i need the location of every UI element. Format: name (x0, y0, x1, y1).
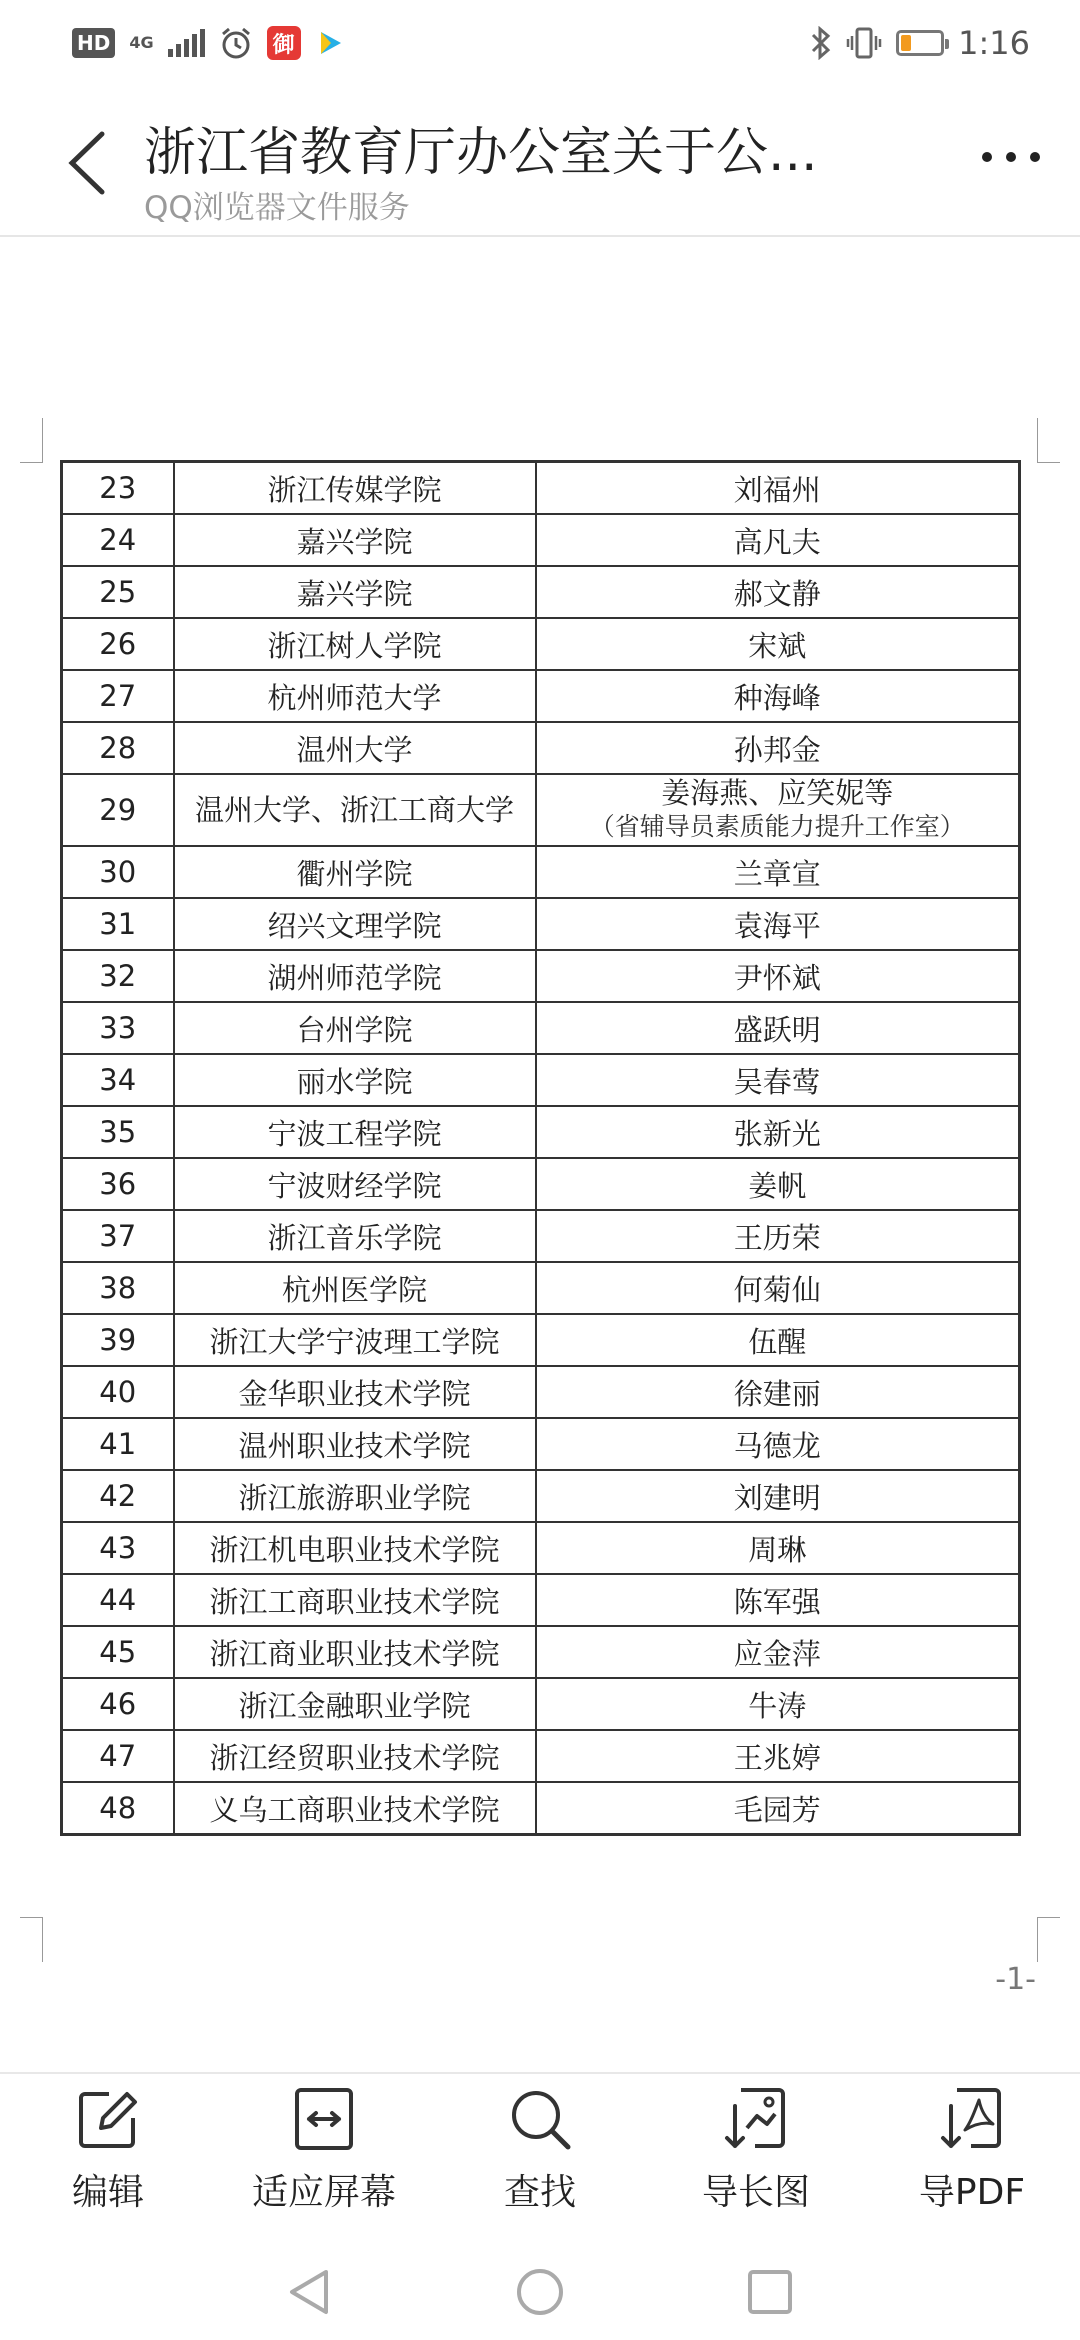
table-row (62, 1314, 1020, 1366)
status-bar (0, 0, 1080, 90)
table-row (62, 1262, 1020, 1314)
person-cell: 牛涛 (536, 1678, 1020, 1730)
person-cell: 高凡夫 (536, 514, 1020, 566)
row-number-cell: 25 (62, 566, 174, 618)
school-cell: 金华职业技术学院 (174, 1366, 536, 1418)
page-corner-mark (20, 418, 43, 463)
person-note: （省辅导员素质能力提升工作室） (589, 812, 965, 841)
person-cell: 何菊仙 (536, 1262, 1020, 1314)
back-arrow-icon[interactable] (62, 128, 122, 198)
row-number-cell: 23 (62, 462, 174, 515)
table-row (62, 1158, 1020, 1210)
person-cell: 马德龙 (536, 1418, 1020, 1470)
row-number-cell: 32 (62, 950, 174, 1002)
status-right (810, 24, 1030, 62)
row-number-cell: 37 (62, 1210, 174, 1262)
table-row (62, 514, 1020, 566)
roster-body (62, 462, 1020, 1835)
school-cell: 浙江旅游职业学院 (174, 1470, 536, 1522)
nav-back-icon[interactable] (284, 2266, 336, 2318)
person-cell: 刘建明 (536, 1470, 1020, 1522)
export-pdf-icon (937, 2084, 1007, 2154)
table-row (62, 1470, 1020, 1522)
page-title: 浙江省教育厅办公室关于公... (144, 123, 818, 183)
person-cell: 袁海平 (536, 898, 1020, 950)
hd-indicator: HD (72, 28, 115, 58)
person-name: 姜海燕、应笑妮等 (661, 776, 894, 810)
school-cell: 绍兴文理学院 (174, 898, 536, 950)
app-header (0, 90, 1080, 237)
school-cell: 温州职业技术学院 (174, 1418, 536, 1470)
person-cell: 王兆婷 (536, 1730, 1020, 1782)
table-row (62, 1418, 1020, 1470)
school-cell: 嘉兴学院 (174, 566, 536, 618)
school-cell: 台州学院 (174, 1002, 536, 1054)
row-number-cell: 44 (62, 1574, 174, 1626)
video-app-icon (315, 28, 345, 58)
alarm-icon (219, 26, 253, 60)
table-row (62, 566, 1020, 618)
table-row (62, 462, 1020, 515)
school-cell: 温州大学、浙江工商大学 (174, 774, 536, 846)
fit-screen-label: 适应屏幕 (251, 2172, 396, 2213)
row-number-cell: 41 (62, 1418, 174, 1470)
table-row (62, 950, 1020, 1002)
person-cell: 王历荣 (536, 1210, 1020, 1262)
row-number-cell: 46 (62, 1678, 174, 1730)
person-cell: 宋斌 (536, 618, 1020, 670)
row-number-cell: 47 (62, 1730, 174, 1782)
person-cell: 郝文静 (536, 566, 1020, 618)
table-row (62, 846, 1020, 898)
person-cell (536, 774, 1020, 846)
person-cell: 张新光 (536, 1106, 1020, 1158)
edit-label: 编辑 (71, 2172, 144, 2213)
search-icon (505, 2084, 575, 2154)
table-row (62, 1626, 1020, 1678)
page-corner-mark (1037, 1917, 1060, 1962)
export-long-image-button[interactable] (656, 2084, 856, 2215)
row-number-cell: 40 (62, 1366, 174, 1418)
row-number-cell: 26 (62, 618, 174, 670)
system-nav-bar (0, 2242, 1080, 2340)
row-number-cell: 24 (62, 514, 174, 566)
page-corner-mark (20, 1917, 43, 1962)
person-cell: 孙邦金 (536, 722, 1020, 774)
export-pdf-button[interactable] (872, 2084, 1072, 2215)
row-number-cell: 34 (62, 1054, 174, 1106)
vibrate-icon (846, 26, 882, 60)
table-row (62, 1730, 1020, 1782)
row-number-cell: 38 (62, 1262, 174, 1314)
person-cell: 伍醒 (536, 1314, 1020, 1366)
table-row (62, 1782, 1020, 1835)
row-number-cell: 43 (62, 1522, 174, 1574)
edit-icon (73, 2084, 143, 2154)
school-cell: 浙江树人学院 (174, 618, 536, 670)
school-cell: 丽水学院 (174, 1054, 536, 1106)
edit-button[interactable] (8, 2084, 208, 2215)
school-cell: 浙江传媒学院 (174, 462, 536, 515)
row-number-cell: 36 (62, 1158, 174, 1210)
school-cell: 杭州医学院 (174, 1262, 536, 1314)
fit-screen-icon (289, 2084, 359, 2154)
school-cell: 杭州师范大学 (174, 670, 536, 722)
more-dots-icon[interactable] (982, 152, 1040, 162)
person-cell: 应金萍 (536, 1626, 1020, 1678)
battery-level (901, 35, 911, 51)
signal-icon (168, 29, 205, 57)
person-cell: 吴春莺 (536, 1054, 1020, 1106)
school-cell: 温州大学 (174, 722, 536, 774)
nav-recents-icon[interactable] (744, 2266, 796, 2318)
person-cell: 陈军强 (536, 1574, 1020, 1626)
row-number-cell: 35 (62, 1106, 174, 1158)
person-cell: 兰章宣 (536, 846, 1020, 898)
row-number-cell: 45 (62, 1626, 174, 1678)
table-row (62, 1106, 1020, 1158)
row-number-cell: 31 (62, 898, 174, 950)
school-cell: 嘉兴学院 (174, 514, 536, 566)
school-cell: 浙江大学宁波理工学院 (174, 1314, 536, 1366)
page-subtitle: QQ浏览器文件服务 (144, 190, 410, 226)
table-row (62, 670, 1020, 722)
table-row (62, 1678, 1020, 1730)
person-cell: 徐建丽 (536, 1366, 1020, 1418)
export-long-image-label: 导长图 (701, 2172, 810, 2213)
school-cell: 宁波工程学院 (174, 1106, 536, 1158)
nav-home-icon[interactable] (514, 2266, 566, 2318)
table-row (62, 774, 1020, 846)
network-type: 4G (129, 33, 154, 52)
table-row (62, 1574, 1020, 1626)
export-image-icon (721, 2084, 791, 2154)
table-row (62, 618, 1020, 670)
school-cell: 浙江机电职业技术学院 (174, 1522, 536, 1574)
row-number-cell: 27 (62, 670, 174, 722)
school-cell: 衢州学院 (174, 846, 536, 898)
row-number-cell: 48 (62, 1782, 174, 1835)
person-cell: 种海峰 (536, 670, 1020, 722)
row-number-cell: 30 (62, 846, 174, 898)
find-label: 查找 (503, 2172, 576, 2213)
school-cell: 浙江商业职业技术学院 (174, 1626, 536, 1678)
school-cell: 宁波财经学院 (174, 1158, 536, 1210)
table-row (62, 1054, 1020, 1106)
person-cell: 刘福州 (536, 462, 1020, 515)
person-cell: 尹怀斌 (536, 950, 1020, 1002)
table-row (62, 1366, 1020, 1418)
bottom-toolbar (0, 2072, 1080, 2244)
person-cell: 周琳 (536, 1522, 1020, 1574)
person-cell: 毛园芳 (536, 1782, 1020, 1835)
row-number-cell: 29 (62, 774, 174, 846)
app-notification-icon: 御 (267, 26, 301, 60)
status-left (72, 26, 345, 60)
table-row (62, 1210, 1020, 1262)
fit-screen-button[interactable] (224, 2084, 424, 2215)
document-viewer[interactable] (0, 237, 1080, 2072)
row-number-cell: 42 (62, 1470, 174, 1522)
table-row (62, 1522, 1020, 1574)
row-number-cell: 33 (62, 1002, 174, 1054)
table-row (62, 1002, 1020, 1054)
table-row (62, 898, 1020, 950)
person-cell: 盛跃明 (536, 1002, 1020, 1054)
row-number-cell: 39 (62, 1314, 174, 1366)
bluetooth-icon (810, 26, 832, 60)
page-corner-mark (1037, 418, 1060, 463)
school-cell: 浙江经贸职业技术学院 (174, 1730, 536, 1782)
roster-table (60, 460, 1021, 1836)
export-pdf-label: 导PDF (918, 2172, 1026, 2213)
row-number-cell: 28 (62, 722, 174, 774)
clock: 1:16 (958, 24, 1030, 62)
find-button[interactable] (440, 2084, 640, 2215)
school-cell: 浙江工商职业技术学院 (174, 1574, 536, 1626)
school-cell: 湖州师范学院 (174, 950, 536, 1002)
school-cell: 义乌工商职业技术学院 (174, 1782, 536, 1835)
table-row (62, 722, 1020, 774)
school-cell: 浙江金融职业学院 (174, 1678, 536, 1730)
school-cell: 浙江音乐学院 (174, 1210, 536, 1262)
person-cell: 姜帆 (536, 1158, 1020, 1210)
battery-icon (896, 30, 944, 56)
page-number: -1- (995, 1962, 1036, 1997)
